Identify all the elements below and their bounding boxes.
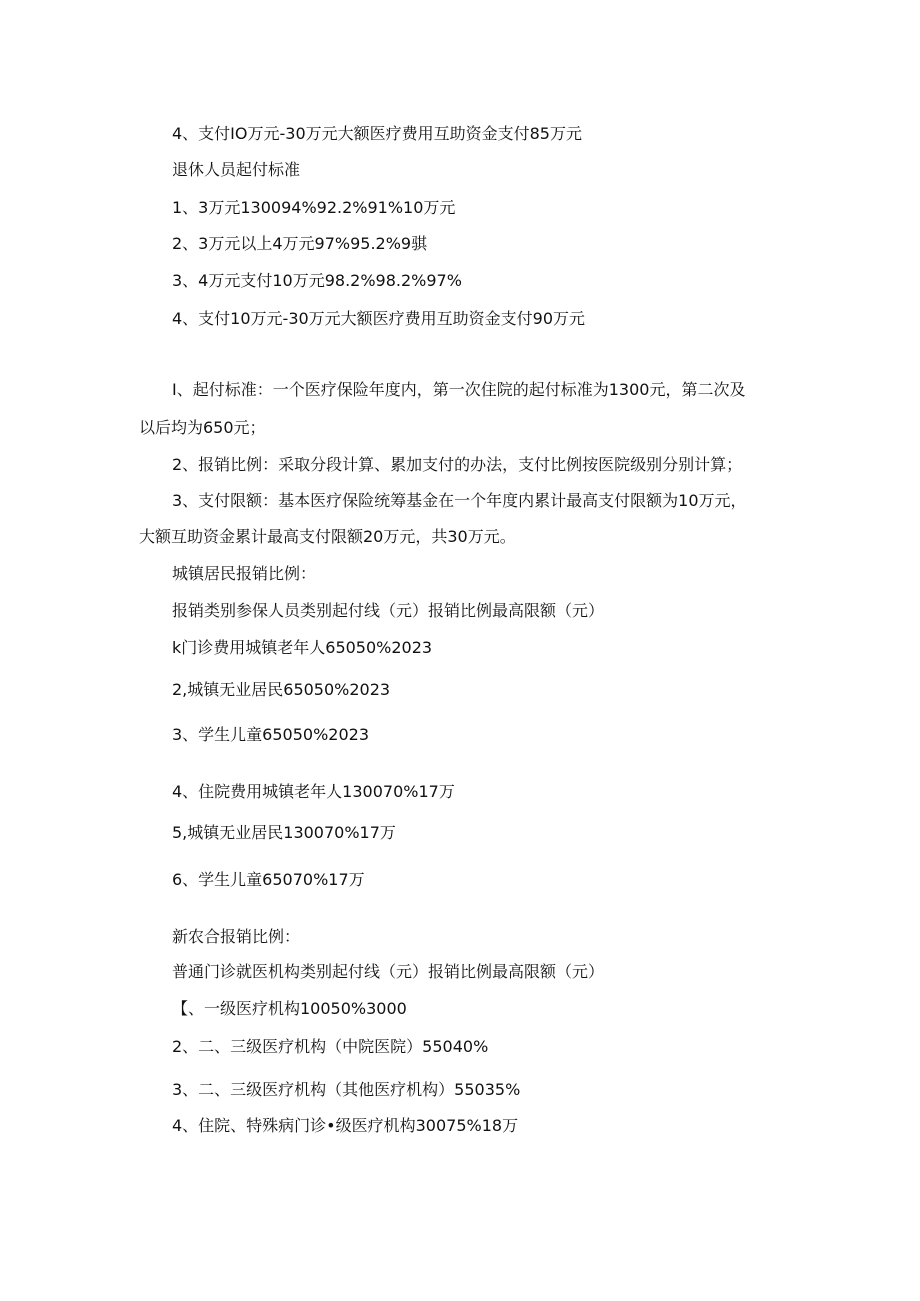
text-line: 6、学生儿童65070%17万	[172, 870, 365, 889]
text-line: 2,城镇无业居民65050%2023	[172, 680, 391, 699]
text-line: 5,城镇无业居民130070%17万	[172, 823, 396, 842]
text-line: 3、支付限额：基本医疗保险统筹基金在一个年度内累计最高支付限额为10万元，	[172, 491, 747, 510]
text-line: 【、一级医疗机构10050%3000	[172, 999, 407, 1018]
text-line: 4、住院、特殊病门诊•级医疗机构30075%18万	[172, 1116, 519, 1135]
text-line: 4、支付IO万元-30万元大额医疗费用互助资金支付85万元	[172, 124, 582, 143]
text-line: 新农合报销比例：	[172, 927, 301, 946]
text-line: 4、住院费用城镇老年人130070%17万	[172, 782, 455, 801]
text-line: 大额互助资金累计最高支付限额20万元，共30万元。	[139, 527, 516, 546]
text-line: 4、支付10万元-30万元大额医疗费用互助资金支付90万元	[172, 309, 586, 328]
text-line: 2、二、三级医疗机构（中院医院）55040%	[172, 1037, 489, 1056]
text-line: 1、3万元130094%92.2%91%10万元	[172, 198, 456, 217]
text-line: 报销类别参保人员类别起付线（元）报销比例最高限额（元）	[172, 601, 605, 620]
text-line: 以后均为650元；	[139, 418, 266, 437]
text-line: 3、学生儿童65050%2023	[172, 725, 370, 744]
text-line: 3、4万元支付10万元98.2%98.2%97%	[172, 271, 462, 290]
text-line: 2、报销比例：采取分段计算、累加支付的办法，支付比例按医院级别分别计算；	[172, 455, 743, 474]
text-line: 城镇居民报销比例：	[172, 564, 317, 583]
text-line: k门诊费用城镇老年人65050%2023	[172, 638, 433, 657]
text-line: 2、3万元以上4万元97%95.2%9骐	[172, 234, 428, 253]
text-line: 退休人员起付标准	[172, 160, 301, 179]
text-line: I、起付标准：一个医疗保险年度内，第一次住院的起付标准为1300元，第二次及	[172, 380, 746, 399]
text-line: 普通门诊就医机构类别起付线（元）报销比例最高限额（元）	[172, 962, 605, 981]
text-line: 3、二、三级医疗机构（其他医疗机构）55035%	[172, 1080, 521, 1099]
